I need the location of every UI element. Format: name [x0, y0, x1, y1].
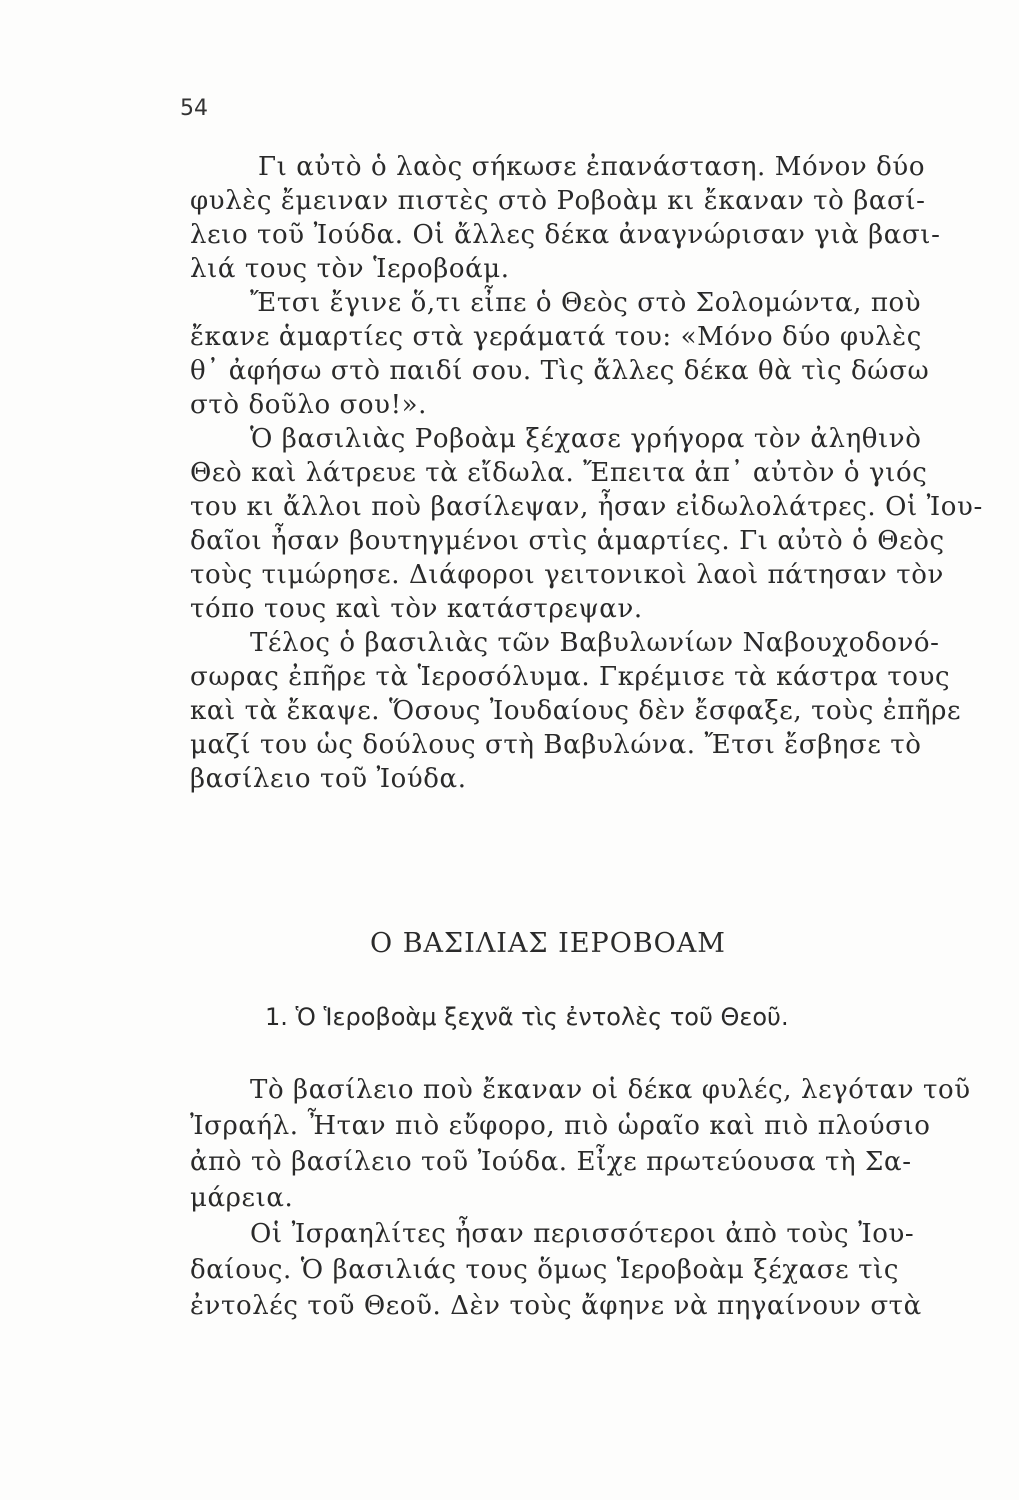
section-subheading: 1. Ὁ Ἱεροβοὰμ ξεχνᾶ τὶς ἐντολὲς τοῦ Θεοῦ.: [265, 1003, 789, 1031]
text-line: στὸ δοῦλο σου!».: [190, 390, 427, 420]
text-line: τοὺς τιμώρησε. Διάφοροι γειτονικοὶ λαοὶ πάτησαν τὸν: [190, 560, 944, 590]
text-line: του κι ἄλλοι ποὺ βασίλεψαν, ἦσαν εἰδωλολάτρες. Οἱ Ἰου-: [190, 492, 983, 522]
body-text-top: [190, 150, 983, 796]
text-line: Τὸ βασίλειο ποὺ ἔκαναν οἱ δέκα φυλές, λεγόταν τοῦ: [250, 1075, 971, 1105]
text-line: Ἰσραήλ. Ἦταν πιὸ εὔφορο, πιὸ ὡραῖο καὶ πιὸ πλούσιο: [190, 1111, 931, 1141]
text-line: θ᾽ ἀφήσω στὸ παιδί σου. Τὶς ἄλλες δέκα θὰ τὶς δώσω: [190, 356, 930, 386]
text-line: Ὁ βασιλιὰς Ροβοὰμ ξέχασε γρήγορα τὸν ἀληθινὸ: [250, 424, 922, 454]
text-line: Θεὸ καὶ λάτρευε τὰ εἴδωλα. Ἔπειτα ἀπ᾽ αὐτὸν ὁ γιός: [190, 458, 928, 488]
text-line: λειο τοῦ Ἰούδα. Οἱ ἄλλες δέκα ἀναγνώρισαν γιὰ βασι-: [190, 220, 941, 250]
text-line: μάρεια.: [190, 1183, 294, 1213]
text-line: φυλὲς ἔμειναν πιστὲς στὸ Ροβοὰμ κι ἔκαναν τὸ βασί-: [190, 186, 926, 216]
section-heading: Ο ΒΑΣΙΛΙΑΣ ΙΕΡΟΒΟΑΜ: [370, 928, 726, 959]
text-line: ἐντολές τοῦ Θεοῦ. Δὲν τοὺς ἄφηνε νὰ πηγαίνουν στὰ: [190, 1291, 922, 1321]
text-line: ἔκανε ἁμαρτίες στὰ γεράματά του: «Μόνο δύο φυλὲς: [190, 322, 922, 352]
text-line: μαζί του ὡς δούλους στὴ Βαβυλώνα. Ἔτσι ἔσβησε τὸ: [190, 730, 922, 760]
text-line: βασίλειο τοῦ Ἰούδα.: [190, 764, 467, 794]
text-line: λιά τους τὸν Ἱεροβοάμ.: [190, 254, 510, 284]
body-text-bottom: [190, 1072, 971, 1324]
text-line: σωρας ἐπῆρε τὰ Ἱεροσόλυμα. Γκρέμισε τὰ κάστρα τους: [190, 662, 951, 692]
text-line: τόπο τους καὶ τὸν κατάστρεψαν.: [190, 594, 643, 624]
text-line: ἀπὸ τὸ βασίλειο τοῦ Ἰούδα. Εἶχε πρωτεύουσα τὴ Σα-: [190, 1147, 912, 1177]
text-line: καὶ τὰ ἔκαψε. Ὅσους Ἰουδαίους δὲν ἔσφαξε, τοὺς ἐπῆρε: [190, 696, 962, 726]
page-number: 54: [180, 96, 208, 121]
text-line: Ἔτσι ἔγινε ὅ,τι εἶπε ὁ Θεὸς στὸ Σολομώντα, ποὺ: [250, 288, 922, 318]
text-line: δαίους. Ὁ βασιλιάς τους ὅμως Ἱεροβοὰμ ξέχασε τὶς: [190, 1255, 900, 1285]
text-line: δαῖοι ἦσαν βουτηγμένοι στὶς ἁμαρτίες. Γι αὐτὸ ὁ Θεὸς: [190, 526, 945, 556]
text-line: Τέλος ὁ βασιλιὰς τῶν Βαβυλωνίων Ναβουχοδονό-: [250, 628, 940, 658]
text-line: Οἱ Ἰσραηλίτες ἦσαν περισσότεροι ἀπὸ τοὺς Ἰου-: [250, 1219, 915, 1249]
text-line: Γι αὐτὸ ὁ λαὸς σήκωσε ἐπανάσταση. Μόνον δύο: [258, 152, 926, 182]
